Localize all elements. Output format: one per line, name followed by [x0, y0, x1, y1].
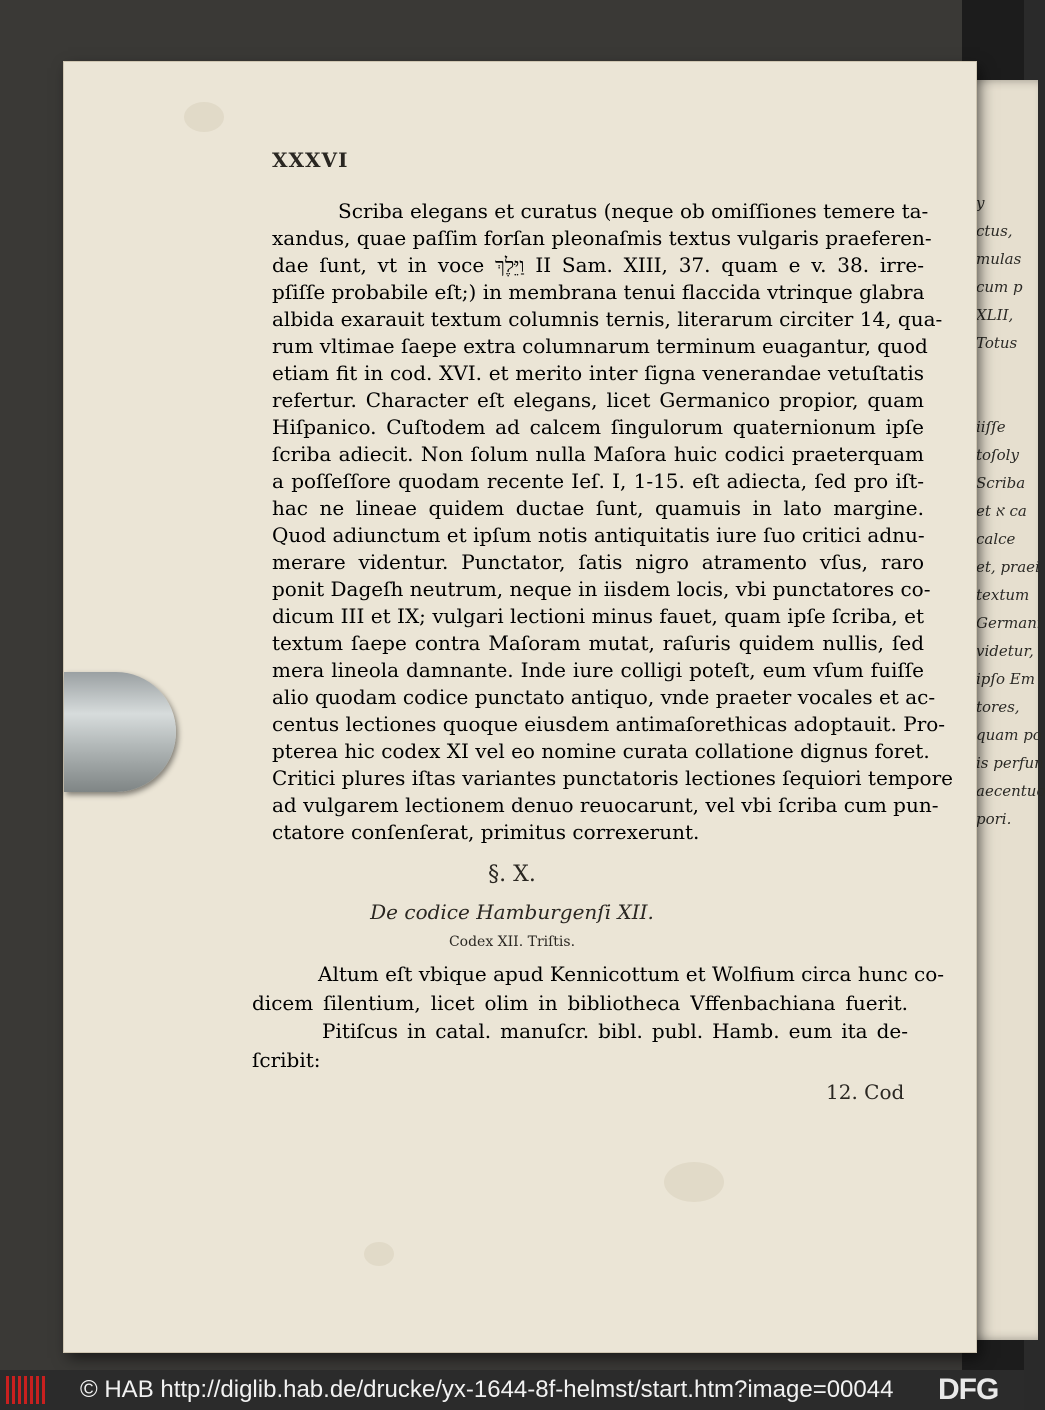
adjacent-page-fragment: ipſo Em: [976, 670, 1035, 688]
page-number: XXXVI: [272, 148, 349, 172]
text-line: rum vltimae ſaepe extra columnarum terminum euagantur, quod: [272, 334, 928, 358]
footer-bar: [0, 1370, 1024, 1410]
adjacent-page-fragment: toſoly: [976, 446, 1019, 464]
text-line: centus lectiones quoque eiusdem antimaſorethicas adoptauit. Pro-: [272, 712, 946, 736]
adjacent-page-fragment: quam po: [976, 726, 1042, 744]
text-line: merare videntur. Punctator, ſatis nigro atramento vſus, raro: [272, 550, 924, 574]
adjacent-page-fragment: XLII,: [976, 306, 1014, 324]
section-title: De codice Hamburgenſi XII.: [370, 900, 654, 924]
text-line: ponit Dageſh neutrum, neque in iisdem locis, vbi punctatores co-: [272, 577, 931, 601]
adjacent-page-fragment: mulas: [976, 250, 1022, 268]
text-line: Scriba elegans et curatus (neque ob omiſſiones temere ta-: [338, 199, 929, 223]
text-line: Quod adiunctum et ipſum notis antiquitatis iure ſuo critici adnu-: [272, 523, 925, 547]
text-line: dicem ſilentium, licet olim in bibliotheca Vffenbachiana fuerit.: [252, 990, 908, 1015]
adjacent-page-fragment: is perfun: [976, 754, 1044, 772]
adjacent-page-fragment: tores,: [976, 698, 1020, 716]
text-line: alio quodam codice punctato antiquo, vnde praeter vocales et ac-: [272, 685, 936, 709]
adjacent-page-fragment: pori.: [976, 810, 1012, 828]
footer-copyright-link[interactable]: © HAB http://diglib.hab.de/drucke/yx-1644-8f-helmst/start.htm?image=00044: [80, 1376, 894, 1403]
text-line: albida exarauit textum columnis ternis, literarum circiter 14, qua-: [272, 307, 943, 331]
text-line: ctatore conſenſerat, primitus correxerunt.: [272, 820, 700, 844]
text-line: a poſſeſſore quodam recente Ieſ. I, 1-15. eſt adiecta, ſed pro iſt-: [272, 469, 924, 493]
adjacent-page-edge: [968, 80, 1045, 1340]
adjacent-page-fragment: Scriba: [976, 474, 1026, 492]
text-line: ſcriba adiecit. Non ſolum nulla Maſora huic codici praeterquam: [272, 442, 924, 466]
adjacent-page-fragment: textum: [976, 586, 1030, 604]
adjacent-page-fragment: et, praei: [976, 558, 1040, 576]
adjacent-page-fragment: Germani: [976, 614, 1042, 632]
text-line: xandus, quae paſſim forſan pleonaſmis textus vulgaris praeferen-: [272, 226, 932, 250]
text-line: etiam fit in cod. XVI. et merito inter ſigna venerandae vetuſtatis: [272, 361, 924, 385]
hab-logo-icon: [6, 1376, 48, 1404]
adjacent-page-fragment: ctus,: [976, 222, 1013, 240]
page-clip: [64, 672, 176, 792]
paper-stain: [664, 1162, 724, 1202]
paper-stain: [364, 1242, 394, 1266]
text-line: ſcribit:: [252, 1047, 321, 1072]
adjacent-page-fragment: cum p: [976, 278, 1023, 296]
second-paragraph: [252, 960, 945, 1074]
adjacent-page-fragment: aecentuo: [976, 782, 1045, 800]
main-paragraph: [272, 198, 953, 846]
paper-stain: [184, 102, 224, 132]
adjacent-page-fragment: videtur,: [976, 642, 1034, 660]
text-line: dae ſunt, vt in voce וַיֵּלֶךְ II Sam. XIII, 37. quam e v. 38. irre-: [272, 253, 924, 277]
text-line: Altum eſt vbique apud Kennicottum et Wolfium circa hunc co-: [318, 962, 945, 986]
text-line: dicum III et IX; vulgari lectioni minus fauet, quam ipſe ſcriba, et: [272, 604, 924, 628]
text-line: refertur. Character eſt elegans, licet Germanico propior, quam: [272, 388, 924, 412]
text-line: mera lineola damnante. Inde iure colligi poteſt, eum vſum fuiſſe: [272, 658, 924, 682]
adjacent-page-fragment: Totus: [976, 334, 1018, 352]
adjacent-page-fragment: calce: [976, 530, 1016, 548]
text-line: Hiſpanico. Cuſtodem ad calcem ſingulorum quaternionum ipſe: [272, 415, 924, 439]
text-line: Pitiſcus in catal. manuſcr. bibl. publ. Hamb. eum ita de-: [322, 1019, 908, 1043]
adjacent-page-fragment: y: [976, 194, 985, 212]
codex-subtitle: Codex XII. Triſtis.: [448, 934, 576, 950]
catchword: 12. Cod: [826, 1080, 905, 1104]
text-line: Critici plures iſtas variantes punctatoris lectiones ſequiori tempore: [272, 766, 953, 790]
dfg-logo: DFG: [938, 1373, 999, 1406]
text-line: textum ſaepe contra Maſoram mutat, raſuris quidem nullis, ſed: [272, 631, 924, 655]
text-line: pſiſſe probabile eſt;) in membrana tenui flaccida vtrinque glabra: [272, 280, 925, 304]
text-line: hac ne lineae quidem ductae ſunt, quamuis in lato margine.: [272, 496, 924, 520]
section-mark: §. X.: [488, 862, 536, 887]
text-line: ad vulgarem lectionem denuo reuocarunt, vel vbi ſcriba cum pun-: [272, 793, 939, 817]
adjacent-page-fragment: et א ca: [976, 502, 1027, 520]
adjacent-page-fragment: iiſſe: [976, 418, 1006, 436]
text-line: pterea hic codex XI vel eo nomine curata collatione dignus foret.: [272, 739, 930, 763]
